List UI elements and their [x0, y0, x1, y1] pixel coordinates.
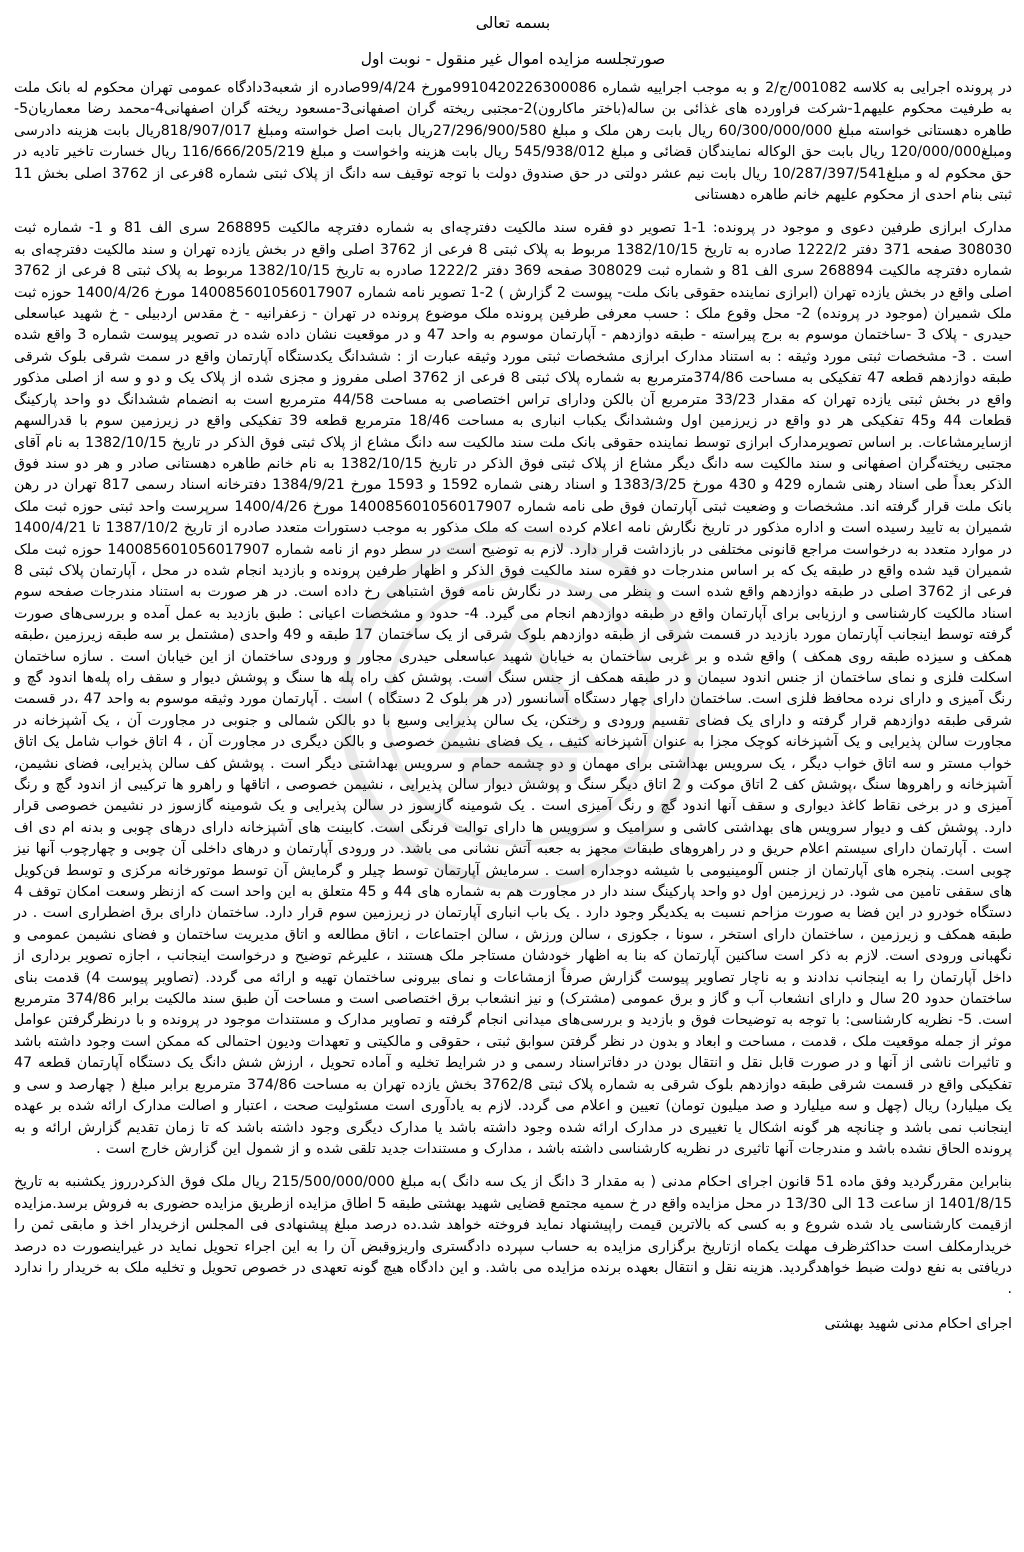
document-heading-basmala: بسمه تعالی: [475, 14, 551, 32]
auction-terms-paragraph: بنابراین مقررگردید وفق ماده 51 قانون اجرای احکام مدنی ( به مقدار 3 دانگ از یک سه دانگ )به مبلغ 215/500/000/000 ریال ملک فوق الذکردرروز یکشنبه به تاریخ 1401/8/15 از ساعت 13 الی 13/30 در محل مزایده واقع در خ سمیه مجتمع قضایی شهید بهشتی طبقه 5 اطاق مزایده ازطریق مزایده حضوری به فروش برسد.مزایده ازقیمت کارشناسی یاد شده شروع و به کسی که بالاترین قیمت راپیشنهاد نماید فروخته خواهد شد.ده درصد مبلغ پیشنهادی فی المجلس ازخریدار اخذ و مابقی ثمن را خریدارمکلف است حداکثرظرف مهلت یکماه ازتاریخ برگزاری مزایده به حساب سپرده دادگستری واریزوقبض آن را به این اجراء تحویل نماید در غیراینصورت ده درصد دریافتی به نفع دولت ضبط خواهدگردید. هزینه نقل و انتقال بعهده برنده مزایده می باشد. و این دادگاه هیچ گونه تعهدی در خصوص تحویل و تخلیه ملک به خریدار را ندارد .: [14, 1174, 1012, 1298]
case-summary-paragraph: در پرونده اجرایی به کلاسه 001082/ج/2 و به موجب اجراییه شماره 9910420226300086مورخ 99/4/24صادره از شعبه3دادگاه عمومی تهران محکوم له بانک ملت به طرفیت محکوم علیهم1-شرکت فراورده های غذائی بن ساله(باختر ماکارون)2-مجتبی ریخته گران اصفهانی3-مسعود ریخته گران اصفهانی4-محمد رضا معماریان5-طاهره دهستانی خواسته مبلغ 60/300/000/000 ریال بابت رهن ملک و مبلغ 27/296/900/580ریال بابت اصل خواسته ومبلغ 818/907/017ریال بابت هزینه دادرسی ومبلغ120/000/000 ریال بابت حق الوکاله نمایندگان قضائی و مبلغ 545/938/012 ریال بابت هزینه واخواست و مبلغ 116/666/205/219 ریال خسارت تاخیر تادیه در حق محکوم له و مبلغ10/287/397/541 ریال بابت نیم عشر دولتی در حق صندوق دولت با توجه توقیف سه دانگ از پلاک ثبتی شماره 8فرعی از 3762 اصلی بخش 11 ثبتی بنام احدی از محکوم علیهم خانم طاهره دهستانی: [14, 80, 1013, 204]
issuing-office-signature: اجرای احکام مدنی شهید بهشتی: [824, 1315, 1012, 1332]
document-title: صورتجلسه مزایده اموال غیر منقول - نوبت اول: [360, 50, 666, 68]
expert-report-paragraph: مدارک ابرازی طرفین دعوی و موجود در پرونده: 1-1 تصویر دو فقره سند مالکیت دفترچه‌ای به شماره دفترچه مالکیت 268895 سری الف 81 و 1- شماره ثبت 308030 صفحه 371 دفتر 1222/2 صادره به تاریخ 1382/10/15 مربوط به پلاک ثبتی 8 فرعی از 3762 اصلی واقع در بخش یازده تهران و سند مالکیت دفترچه‌ای به شماره دفترچه مالکیت 268894 سری الف 81 و شماره ثبت 308029 صفحه 369 دفتر 1222/2 صادره به تاریخ 1382/10/15 مربوط به پلاک ثبتی 8 فرعی از 3762 اصلی واقع در بخش یازده تهران (ابرازی نماینده حقوقی بانک ملت- پیوست 2 گزارش ) 2-1 تصویر نامه شماره 140085601056017907 مورخ 1400/4/26 حوزه ثبت ملک شمیران (موجود در پرونده) 2- محل وقوع ملک : حسب معرفی طرفین پرونده ملک موضوع پرونده در تهران - زعفرانیه - خ مقدس اردبیلی - خ شهید عباسعلی حیدری - پلاک 3 -ساختمان موسوم به برج پیراسته - طبقه دوازدهم - آپارتمان موسوم به واحد 47 و در موقعیت نشان داده شده در تصویر پیوست شماره 3 واقع شده است . 3- مشخصات ثبتی مورد وثیقه : به استناد مدارک ابرازی مشخصات ثبتی مورد وثیقه عبارت از : ششدانگ یکدستگاه آپارتمان واقع در سمت شرقی بلوک شرقی طبقه دوازدهم قطعه 47 تفکیکی به مساحت 374/86مترمربع به شماره پلاک ثبتی 8 فرعی از 3762 اصلی مفروز و مجزی شده از پلاک یک و دو و سه از اصلی مذکور واقع در بخش ثبتی یازده تهران که مقدار 33/23 مترمربع آن بالکن ودارای تراس اختصاصی به مساحت 44/58 مترمربع است به انضمام ششدانگ دو واحد پارکینگ قطعات 44 و45 تفکیکی هر دو واقع در زیرزمین اول وششدانگ یکباب انباری به مساحت 18/46 مترمربع قطعه 39 تفکیکی واقع در زیرزمین سوم با قدرالسهم ازسایرمشاعات. بر اساس تصویرمدارک ابرازی توسط نماینده حقوقی بانک ملت سند مالکیت سه دانگ مشاع از پلاک ثبتی فوق الذکر در تاریخ 1382/10/15 به نام آقای مجتبی ریخته‌گران اصفهانی و سند مالکیت سه دانگ دیگر مشاع از پلاک ثبتی فوق الذکر در تاریخ 1382/10/15 به نام خانم طاهره دهستانی صادر و هر دو سند فوق الذکر بعداً طی اسناد رهنی شماره 429 و 430 مورخ 1383/3/25 و اسناد رهنی شماره 1592 و 1593 مورخ 1384/9/21 دفترخانه اسناد رسمی 817 تهران در رهن بانک ملت قرار گرفته اند. مشخصات و وضعیت ثبتی آپارتمان فوق طی نامه شماره 140085601056017907 مورخ 1400/4/26 سرپرست واحد ثبتی حوزه ثبت ملک شمیران به تایید رسیده است و اداره مذکور در تاریخ نگارش نامه اعلام کرده است که ملک مذکور به موجب دستورات متعدد صادره از تاریخ 1387/10/2 تا 1400/4/21 در موارد متعدد به درخواست مراجع قانونی مختلفی در بازداشت قرار دارد. لازم به توضیح است در سطر دوم از نامه شماره 140085601056017907 حوزه ثبت ملک شمیران قید شده واقع در طبقه یک که بر اساس مندرجات دو فقره سند مالکیت فوق الذکر و اظهار طرفین پرونده و بازدید انجام شده در محل ، آپارتمان پلاک ثبتی 8 فرعی از 3762 اصلی در طبقه دوازدهم واقع شده است و بنظر می رسد در نگارش نامه فوق اشتباهی رخ داده است. در هر صورت به استناد مندرجات صفحه سوم اسناد مالکیت کارشناسی و ارزیابی برای آپارتمان واقع در طبقه دوازدهم انجام می گیرد. 4- حدود و مشخصات اعیانی : طبق بازدید به عمل آمده و بررسی‌های صورت گرفته توسط اینجانب آپارتمان مورد بازدید در قسمت شرقی از طبقه دوازدهم بلوک شرقی از یک ساختمان 17 طبقه و 49 واحدی (مشتمل بر سه طبقه زیرزمین ،طبقه همکف و سیزده طبقه روی همکف ) واقع شده و بر غربی ساختمان به خیابان شهید عباسعلی حیدری مجاور و ورودی ساختمان از این خیابان است . سازه ساختمان اسکلت فلزی و نمای ساختمان از جنس اندود سیمان و در طبقه همکف از جنس سنگ است. پوشش کف راه پله ها سنگ و پوشش دیوار و سقف راه پله‌ها اندود گچ و رنگ آمیزی و دارای نرده محافظ فلزی است. ساختمان دارای چهار دستگاه آسانسور (در هر بلوک 2 دستگاه ) است . آپارتمان مورد وثیقه موسوم به واحد 47 ،در قسمت شرقی طبقه دوازدهم قرار گرفته و دارای یک فضای تقسیم ورودی و رختکن، یک سالن پذیرایی وسیع با دو بالکن شمالی و جنوبی در مجاورت آن ، یک آشپزخانه در مجاورت سالن پذیرایی و یک آشپزخانه کوچک مجزا به عنوان آشپزخانه کثیف ، یک فضای نشیمن خصوصی و بالکن دیگری در مجاورت آن ، 4 اتاق خواب شامل یک اتاق خواب مستر و سه اتاق خواب دیگر ، یک سرویس بهداشتی برای مهمان و دو چشمه حمام و سرویس بهداشتی دیگر است . پوشش کف سالن پذیرایی، فضای نشیمن، آشپزخانه و راهروها سنگ ،پوشش کف 2 اتاق موکت و 2 اتاق دیگر سنگ و پوشش دیوار سالن پذیرایی ، نشیمن خصوصی ، اتاقها و راهرو ها ترکیبی از اندود گچ و رنگ آمیزی و در برخی نقاط کاغذ دیواری و سقف آنها اندود گچ و رنگ آمیزی است . یک شومینه گازسوز در سالن پذیرایی و یک شومینه گازسوز در نشیمن خصوصی قرار دارد. پوشش کف و دیوار سرویس های بهداشتی کاشی و سرامیک و سرویس ها دارای توالت فرنگی است. کابینت های آشپزخانه دارای درهای چوبی و بدنه ام دی اف است . آپارتمان دارای سیستم اعلام حریق و در راهروهای طبقات مجهز به جعبه آتش نشانی می باشد. در ورودی آپارتمان و درهای داخلی آن چوبی و چهارچوب آنها نیز چوبی است. پنجره های آپارتمان از جنس آلومینیومی با شیشه دوجداره است . سرمایش آپارتمان توسط چیلر و گرمایش آن توسط موتورخانه مرکزی و توسط فن‌کویل های سقفی تامین می شود. در زیرزمین اول دو واحد پارکینگ سند دار در مجاورت هم به شماره های 44 و 45 متعلق به این واحد است که ازنظر وسعت امکان توقف 4 دستگاه خودرو در این فضا به صورت مزاحم نسبت به یکدیگر وجود دارد . یک باب انباری آپارتمان در زیرزمین سوم قرار دارد. ساختمان دارای برق اضطراری است . در طبقه همکف و زیرزمین ، ساختمان دارای استخر ، سونا ، جکوزی ، سالن ورزش ، سالن اجتماعات ، اتاق مطالعه و اتاق مدیریت ساختمان و فضای نشیمن عمومی و نگهبانی ورودی است. لازم به ذکر است ساکنین آپارتمان که بنا به اظهار خودشان مستاجر ملک هستند ، علیرغم توضیح و درخواست اینجانب ، اجازه تصویر برداری از داخل آپارتمان را به اینجانب ندادند و به ناچار تصاویر پیوست گزارش صرفاً ازمشاعات و نمای بیرونی ساختمان تهیه و ارائه می گردد. (تصاویر پیوست 4) قدمت بنای ساختمان حدود 20 سال و دارای انشعاب آب و گاز و برق عمومی (مشترک) و نیز انشعاب برق اختصاصی است و مساحت آن طبق سند مالکیت برابر 374/86 مترمربع است. 5- نظریه کارشناسی: با توجه به توضیحات فوق و بازدید و بررسی‌های میدانی انجام گرفته و تصاویر مدارک و مستندات موجود در پرونده و با درنظرگرفتن عوامل موثر از جمله موقعیت ملک ، قدمت ، مساحت و ابعاد و بدون در نظر گرفتن سوابق ثبتی ، حقوقی و مالکیتی و تعهدات ودیون احتمالی که ممکن است وجود داشته باشد و تاثیرات ناشی از آنها و در صورت قابل نقل و انتقال بودن در دفاتراسناد رسمی و در شرایط تخلیه و آماده تحویل ، ارزش شش دانگ یک دستگاه آپارتمان قطعه 47 تفکیکی واقع در قسمت شرقی طبقه دوازدهم بلوک شرقی به شماره پلاک ثبتی 3762/8 بخش یازده تهران به مساحت 374/86 مترمربع برابر مبلغ ( چهارصد و سی و یک میلیارد) ریال (چهل و سه میلیارد و صد میلیون تومان) تعیین و اعلام می گردد. لازم به یادآوری است مسئولیت صحت ، اعتبار و اصالت مدارک ارائه شده بر عهده اینجانب نمی باشد و چنانچه هر گونه اشکال یا تغییری در مدارک ارائه شده وجود داشته باشد یا مدارک دیگری وجود داشته باشد که تا زمان تقدیم گزارش ارائه و به پرونده الحاق نشده باشد و مندرجات آنها تاثیری در نظریه کارشناسی داشته باشد ، مدارک و مستندات جدید تلقی شده و از شمول این گزارش خارج است .: [14, 220, 1013, 1157]
